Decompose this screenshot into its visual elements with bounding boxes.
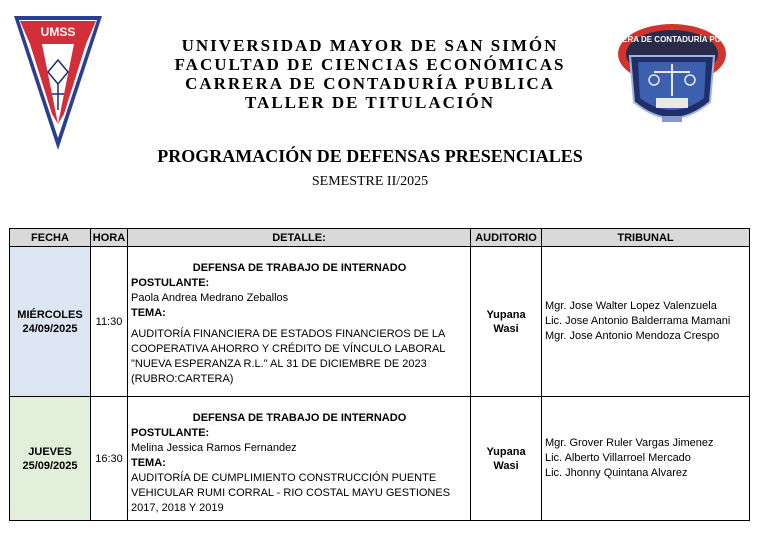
table-row: [10, 247, 750, 397]
auditorio-line1: Yupana: [486, 308, 526, 321]
tema-text: AUDITORÍA DE CUMPLIMIENTO CONSTRUCCIÓN PUENTE VEHICULAR RUMI CORRAL - RIO COSTAL MAYU GESTIONES 2017, 2018 Y 2019: [131, 472, 451, 514]
detalle-heading: DEFENSA DE TRABAJO DE INTERNADO: [192, 262, 407, 274]
header-workshop: TALLER DE TITULACIÓN: [244, 93, 496, 112]
tribunal-cell: [542, 397, 750, 521]
tribunal-member: Lic. Jose Antonio Balderrama Mamani: [545, 315, 731, 327]
hora-cell: 11:30: [91, 247, 128, 397]
column-header-tribunal: TRIBUNAL: [542, 229, 750, 247]
column-header-auditorio: AUDITORIO: [471, 229, 542, 247]
fecha-date: 24/09/2025: [22, 322, 78, 335]
header-university: UNIVERSIDAD MAYOR DE SAN SIMÓN: [181, 36, 559, 55]
tema-text: AUDITORÍA FINANCIERA DE ESTADOS FINANCIEROS DE LA COOPERATIVA AHORRO Y CRÉDITO DE VÍNCULO LABORAL "NUEVA ESPERANZA R.L." AL 31 DE DICIEMBRE DE 2023 (RUBRO:CARTERA): [131, 328, 445, 385]
page-title: PROGRAMACIÓN DE DEFENSAS PRESENCIALES: [157, 146, 583, 166]
column-header-hora: HORA: [91, 229, 128, 247]
tema-label: TEMA:: [131, 307, 166, 319]
tribunal-member: Mgr. Grover Ruler Vargas Jimenez: [545, 437, 714, 449]
column-header-fecha: FECHA: [10, 229, 91, 247]
hora-cell: 16:30: [91, 397, 128, 521]
fecha-date: 25/09/2025: [22, 459, 78, 472]
postulante-label: POSTULANTE:: [131, 277, 210, 289]
postulante-name: Melina Jessica Ramos Fernandez: [131, 442, 297, 454]
tema-label: TEMA:: [131, 457, 166, 469]
auditorio-line2: Wasi: [493, 322, 519, 335]
umss-logo: [12, 14, 104, 152]
tribunal-member: Lic. Jhonny Quintana Alvarez: [545, 467, 688, 479]
column-header-detalle: DETALLE:: [128, 229, 471, 247]
contaduria-logo: [599, 12, 745, 138]
auditorio-line1: Yupana: [486, 445, 526, 458]
auditorio-cell: [471, 247, 542, 397]
fecha-day: JUEVES: [28, 445, 72, 458]
page-subtitle: SEMESTRE II/2025: [311, 174, 429, 189]
detalle-heading: DEFENSA DE TRABAJO DE INTERNADO: [192, 412, 407, 424]
contaduria-logo-text: CARRERA DE CONTADURÍA PÚBLICA: [599, 35, 745, 44]
header-faculty: FACULTAD DE CIENCIAS ECONÓMICAS: [174, 55, 566, 74]
auditorio-line2: Wasi: [493, 459, 519, 472]
umss-logo-text: UMSS: [40, 25, 76, 39]
detalle-cell: [128, 247, 471, 397]
fecha-cell: [10, 397, 91, 521]
header-career: CARRERA DE CONTADURÍA PUBLICA: [185, 74, 555, 93]
fecha-day: MIÉRCOLES: [17, 308, 83, 321]
tribunal-member: Mgr. Jose Walter Lopez Valenzuela: [545, 300, 717, 312]
schedule-table: [9, 228, 750, 521]
auditorio-cell: [471, 397, 542, 521]
table-row: [10, 397, 750, 521]
postulante-label: POSTULANTE:: [131, 427, 210, 439]
tribunal-member: Lic. Alberto Villarroel Mercado: [545, 452, 691, 464]
fecha-cell: [10, 247, 91, 397]
postulante-name: Paola Andrea Medrano Zeballos: [131, 292, 289, 304]
tribunal-member: Mgr. Jose Antonio Mendoza Crespo: [545, 330, 720, 342]
table-header-row: [10, 229, 750, 247]
institution-header: [120, 36, 620, 112]
detalle-cell: [128, 397, 471, 521]
tribunal-cell: [542, 247, 750, 397]
